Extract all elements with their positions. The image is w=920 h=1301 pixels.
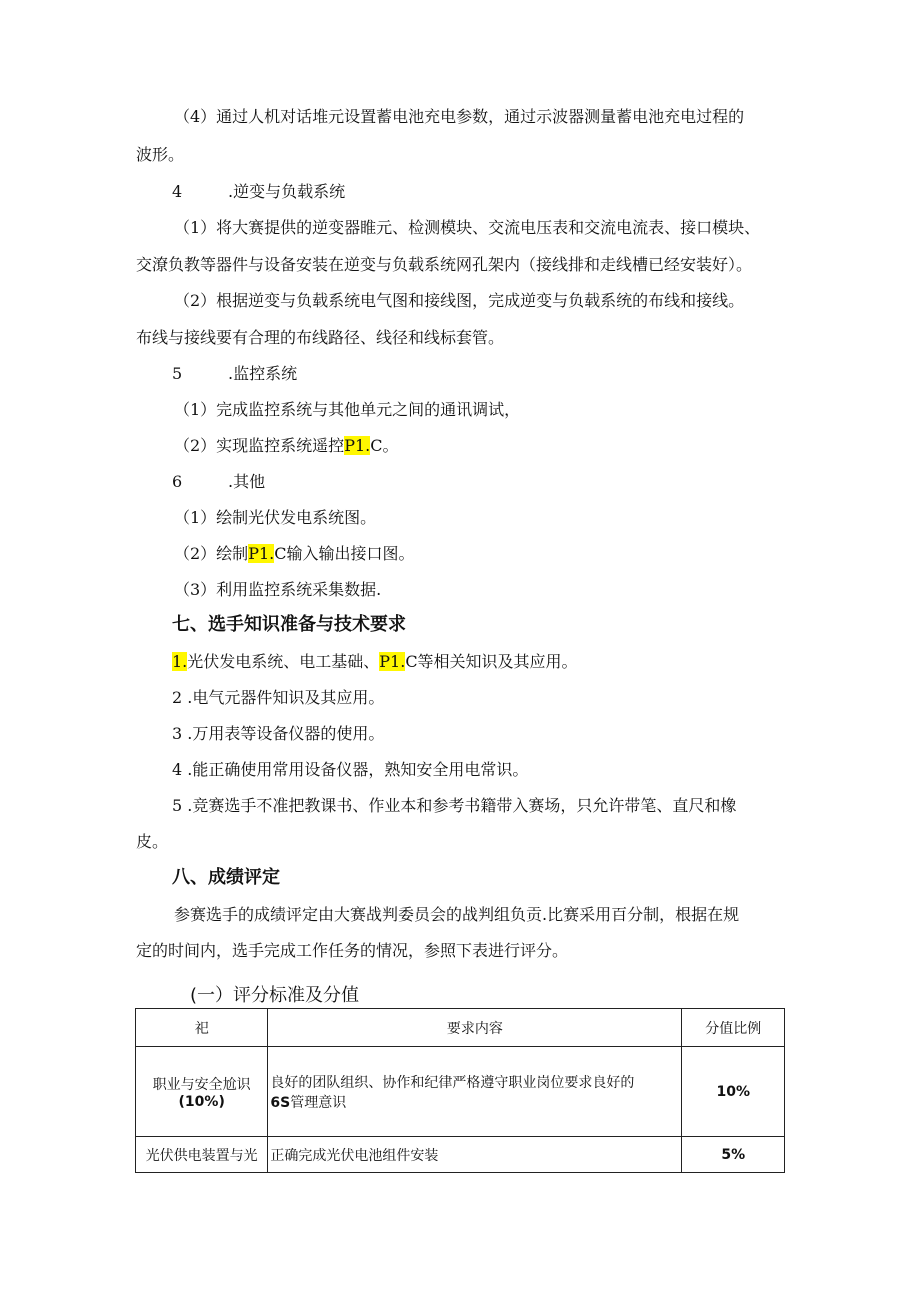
row-1-content-6s: 6S [270, 1094, 291, 1111]
item-6-paragraph-3: （3）利用监控系统采集数据. [174, 580, 382, 599]
row-2-content: 正确完成光伏电池组件安装 [268, 1137, 682, 1173]
item-6-paragraph-1: （1）绘制光伏发电系统图。 [174, 508, 377, 527]
row-1-score: 10% [682, 1047, 785, 1137]
item-4-number: 4 [172, 182, 183, 201]
section-7-item-1-suffix: C等相关知识及其应用。 [405, 652, 578, 671]
row-1-content-line-2 [270, 1092, 679, 1112]
scoring-table [135, 1008, 785, 1173]
item-4-paragraph-1-line-1: （1）将大赛提供的逆变器睢元、检测模块、交流电压表和交流电流表、接口模块、 [174, 218, 761, 237]
item-5-heading [172, 363, 297, 385]
header-score: 分值比例 [682, 1009, 785, 1047]
item-5-paragraph-1: （1）完成监控系统与其他单元之间的通讯调试， [174, 400, 521, 419]
item-4-paragraph-2-line-1: （2）根据逆变与负载系统电气图和接线图，完成逆变与负载系统的布线和接线。 [174, 291, 745, 310]
row-1-item-label: 职业与安全尬识 [152, 1076, 251, 1093]
header-content: 要求内容 [268, 1009, 682, 1047]
item-4-heading [172, 181, 345, 203]
row-1-content-line-2-text: 管理意识 [290, 1094, 347, 1111]
row-2-item: 光伏供电装置与光 [136, 1137, 268, 1173]
section-7-item-1-text: 光伏发电系统、电工基础、 [187, 652, 380, 671]
row-1-content [268, 1047, 682, 1137]
item-6-paragraph-2-text: （2）绘制 [174, 544, 249, 563]
item-5-title: .监控系统 [228, 364, 298, 383]
section-8-paragraph-line-2: 定的时间内，选手完成工作任务的情况，参照下表进行评分。 [136, 941, 569, 960]
row-2-score: 5% [682, 1137, 785, 1173]
item-4-title: .逆变与负载系统 [228, 182, 346, 201]
item-5-paragraph-2 [174, 435, 398, 457]
item-6-heading [172, 471, 265, 493]
item-4-paragraph-2-line-2: 布线与接线要有合理的布线路径、线径和线标套管。 [136, 328, 505, 347]
scoring-subheading: (一）评分标准及分值 [190, 985, 360, 1006]
item-6-paragraph-2-suffix: C输入输出接口图。 [274, 544, 415, 563]
row-1-item-percent: (10%) [178, 1093, 225, 1110]
item-6-paragraph-2 [174, 543, 414, 565]
section-7-item-5-line-2: 皮。 [136, 832, 169, 851]
header-item: 祀 [136, 1009, 268, 1047]
item-5-paragraph-2-text: （2）实现监控系统遥控 [174, 436, 345, 455]
highlight-plc: P1. [344, 436, 371, 455]
table-row [136, 1047, 785, 1137]
section-7-item-5-line-1: 5 .竞赛选手不准把教课书、作业本和参考书籍带入赛场，只允许带笔、直尺和橡 [172, 796, 737, 815]
section-7-item-4: 4 .能正确使用常用设备仪器，熟知安全用电常识。 [172, 760, 529, 779]
highlight-plc: P1. [379, 652, 406, 671]
paragraph-4-line-1: （4）通过人机对话堆元设置蓄电池充电参数，通过示波器测量蓄电池充电过程的 [174, 107, 745, 126]
item-6-number: 6 [172, 472, 183, 491]
section-7-item-1 [172, 651, 578, 673]
section-7-item-2: 2 .电气元器件知识及其应用。 [172, 688, 385, 707]
table-header-row [136, 1009, 785, 1047]
item-5-number: 5 [172, 364, 183, 383]
row-1-item [136, 1047, 268, 1137]
item-4-paragraph-1-line-2: 交潦负教等器件与设备安装在逆变与负载系统网孔架内（接线排和走线槽已经安装好）。 [136, 255, 753, 274]
section-8-heading: 八、成绩评定 [172, 867, 280, 888]
section-7-item-3: 3 .万用表等设备仪器的使用。 [172, 724, 385, 743]
section-7-heading: 七、选手知识准备与技术要求 [172, 614, 406, 635]
item-6-title: .其他 [228, 472, 266, 491]
highlight-number: 1. [172, 652, 188, 671]
table-row [136, 1137, 785, 1173]
section-8-paragraph-line-1: 参赛选手的成绩评定由大赛战判委员会的战判组负贡.比赛采用百分制，根据在规 [174, 905, 740, 924]
paragraph-4-line-2: 波形。 [136, 145, 185, 164]
item-5-paragraph-2-suffix: C。 [370, 436, 399, 455]
row-1-content-line-1: 良好的团队组织、协作和纪律严格遵守职业岗位要求良好的 [270, 1074, 635, 1091]
highlight-plc: P1. [248, 544, 275, 563]
